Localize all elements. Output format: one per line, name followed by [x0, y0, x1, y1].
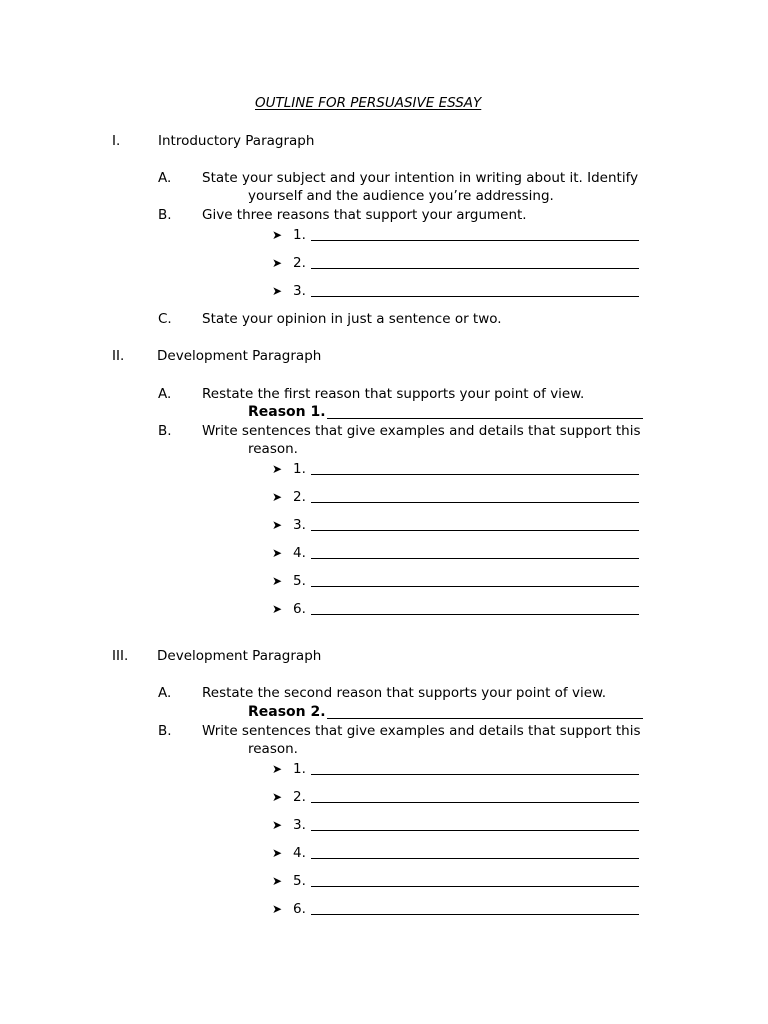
list-item-number: 3.: [293, 817, 306, 833]
item-letter: A.: [158, 685, 172, 701]
answer-blank[interactable]: [311, 774, 639, 775]
item-letter: A.: [158, 386, 172, 402]
arrow-bullet-icon: ➤: [272, 818, 283, 832]
item-letter: B.: [158, 723, 172, 739]
answer-blank[interactable]: [311, 886, 639, 887]
reason-blank[interactable]: [327, 418, 643, 419]
section-heading: Development Paragraph: [157, 348, 322, 364]
page-title: OUTLINE FOR PERSUASIVE ESSAY: [255, 95, 482, 111]
answer-blank[interactable]: [311, 268, 639, 269]
section-heading: Development Paragraph: [157, 648, 322, 664]
answer-blank[interactable]: [311, 830, 639, 831]
arrow-bullet-icon: ➤: [272, 846, 283, 860]
arrow-bullet-icon: ➤: [272, 790, 283, 804]
item-text: Restate the first reason that supports your point of view.: [202, 386, 585, 402]
list-item-number: 4.: [293, 545, 306, 561]
answer-blank[interactable]: [311, 502, 639, 503]
item-text: State your subject and your intention in writing about it. Identify: [202, 170, 639, 186]
arrow-bullet-icon: ➤: [272, 256, 283, 270]
list-item-number: 3.: [293, 283, 306, 299]
list-item-number: 1.: [293, 761, 306, 777]
arrow-bullet-icon: ➤: [272, 284, 283, 298]
answer-blank[interactable]: [311, 914, 639, 915]
list-item-number: 2.: [293, 489, 306, 505]
arrow-bullet-icon: ➤: [272, 762, 283, 776]
item-text: reason.: [248, 741, 298, 757]
item-letter: A.: [158, 170, 172, 186]
answer-blank[interactable]: [311, 858, 639, 859]
item-letter: C.: [158, 311, 172, 327]
answer-blank[interactable]: [311, 530, 639, 531]
section-numeral: II.: [112, 348, 125, 364]
list-item-number: 2.: [293, 255, 306, 271]
item-text: yourself and the audience you’re addressing.: [248, 188, 554, 204]
section-numeral: I.: [112, 133, 121, 149]
reason-label: Reason 1.: [248, 404, 326, 420]
arrow-bullet-icon: ➤: [272, 518, 283, 532]
item-text: reason.: [248, 441, 298, 457]
section-heading: Introductory Paragraph: [158, 133, 315, 149]
item-text: Write sentences that give examples and details that support this: [202, 723, 641, 739]
list-item-number: 4.: [293, 845, 306, 861]
answer-blank[interactable]: [311, 296, 639, 297]
list-item-number: 1.: [293, 461, 306, 477]
arrow-bullet-icon: ➤: [272, 462, 283, 476]
list-item-number: 6.: [293, 901, 306, 917]
answer-blank[interactable]: [311, 586, 639, 587]
list-item-number: 3.: [293, 517, 306, 533]
item-text: Give three reasons that support your argument.: [202, 207, 527, 223]
arrow-bullet-icon: ➤: [272, 228, 283, 242]
item-letter: B.: [158, 423, 172, 439]
answer-blank[interactable]: [311, 240, 639, 241]
list-item-number: 5.: [293, 873, 306, 889]
answer-blank[interactable]: [311, 614, 639, 615]
item-text: Restate the second reason that supports your point of view.: [202, 685, 607, 701]
arrow-bullet-icon: ➤: [272, 546, 283, 560]
reason-label: Reason 2.: [248, 704, 326, 720]
arrow-bullet-icon: ➤: [272, 490, 283, 504]
list-item-number: 5.: [293, 573, 306, 589]
item-text: Write sentences that give examples and details that support this: [202, 423, 641, 439]
arrow-bullet-icon: ➤: [272, 602, 283, 616]
arrow-bullet-icon: ➤: [272, 902, 283, 916]
list-item-number: 2.: [293, 789, 306, 805]
item-letter: B.: [158, 207, 172, 223]
list-item-number: 6.: [293, 601, 306, 617]
list-item-number: 1.: [293, 227, 306, 243]
arrow-bullet-icon: ➤: [272, 874, 283, 888]
arrow-bullet-icon: ➤: [272, 574, 283, 588]
item-text: State your opinion in just a sentence or two.: [202, 311, 502, 327]
answer-blank[interactable]: [311, 558, 639, 559]
section-numeral: III.: [112, 648, 129, 664]
answer-blank[interactable]: [311, 474, 639, 475]
answer-blank[interactable]: [311, 802, 639, 803]
reason-blank[interactable]: [327, 718, 643, 719]
